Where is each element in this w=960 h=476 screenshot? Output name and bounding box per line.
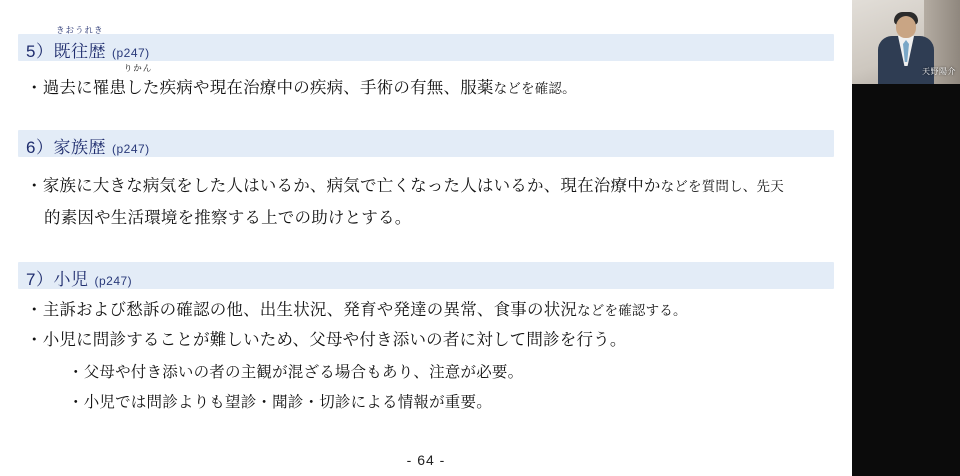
section-title-5 (26, 25, 150, 62)
body-line-7-2: ・小児に問診することが難しいため、父母や付き添いの者に対して問診を行う。 (26, 331, 627, 349)
body-text-5-1b: などを確認。 (493, 81, 576, 96)
section-header-7 (18, 262, 834, 289)
section-number-7: 7） (26, 270, 54, 289)
body-line-7-3: ・父母や付き添いの者の主観が混ざる場合もあり、注意が必要。 (68, 364, 524, 381)
body-line-6-2: 的素因や生活環境を推察する上での助けとする。 (44, 209, 412, 227)
section-title-6 (26, 133, 150, 158)
webcam-participant-name: 天野陽介 (922, 67, 956, 76)
section-number-5: 5） (26, 42, 54, 61)
body-text-5-1a-text: ・過去に罹患した疾病や現在治療中の疾病、手術の有無、服薬 (26, 79, 494, 97)
body-line-7-1 (26, 296, 687, 320)
section-page-ref-6: (p247) (111, 142, 150, 156)
body-ruby-5-1: りかん (123, 63, 153, 73)
section-title-ruby-5: きおうれき (55, 25, 104, 35)
section-title-text-5 (53, 25, 106, 62)
body-text-7-1b: などを確認する。 (577, 303, 687, 318)
webcam-person-head (896, 16, 916, 38)
section-title-label-5: 既往歴 (53, 42, 106, 61)
section-title-label-7: 小児 (53, 270, 89, 289)
section-title-label-6: 家族歴 (53, 138, 106, 157)
section-header-5 (18, 25, 834, 61)
body-text-5-1a (26, 63, 494, 98)
body-text-6-1a: ・家族に大きな病気をした人はいるか、病気で亡くなった人はいるか、現在治療中か (26, 177, 661, 195)
body-text-7-1a: ・主訴および愁訴の確認の他、出生状況、発育や発達の異常、食事の状況 (26, 301, 578, 319)
body-line-7-4: ・小児では問診よりも望診・聞診・切診による情報が重要。 (68, 394, 492, 411)
webcam-panel (852, 0, 960, 476)
section-page-ref-7: (p247) (94, 274, 133, 288)
body-line-6-1 (26, 172, 784, 196)
section-page-ref-5: (p247) (111, 46, 150, 60)
section-number-6: 6） (26, 138, 54, 157)
body-text-6-1b: などを質問し、先天 (660, 179, 784, 194)
page-number: - 64 - (406, 452, 446, 468)
body-line-5-1 (26, 63, 576, 98)
section-title-7 (26, 265, 132, 290)
section-header-6 (18, 130, 834, 157)
